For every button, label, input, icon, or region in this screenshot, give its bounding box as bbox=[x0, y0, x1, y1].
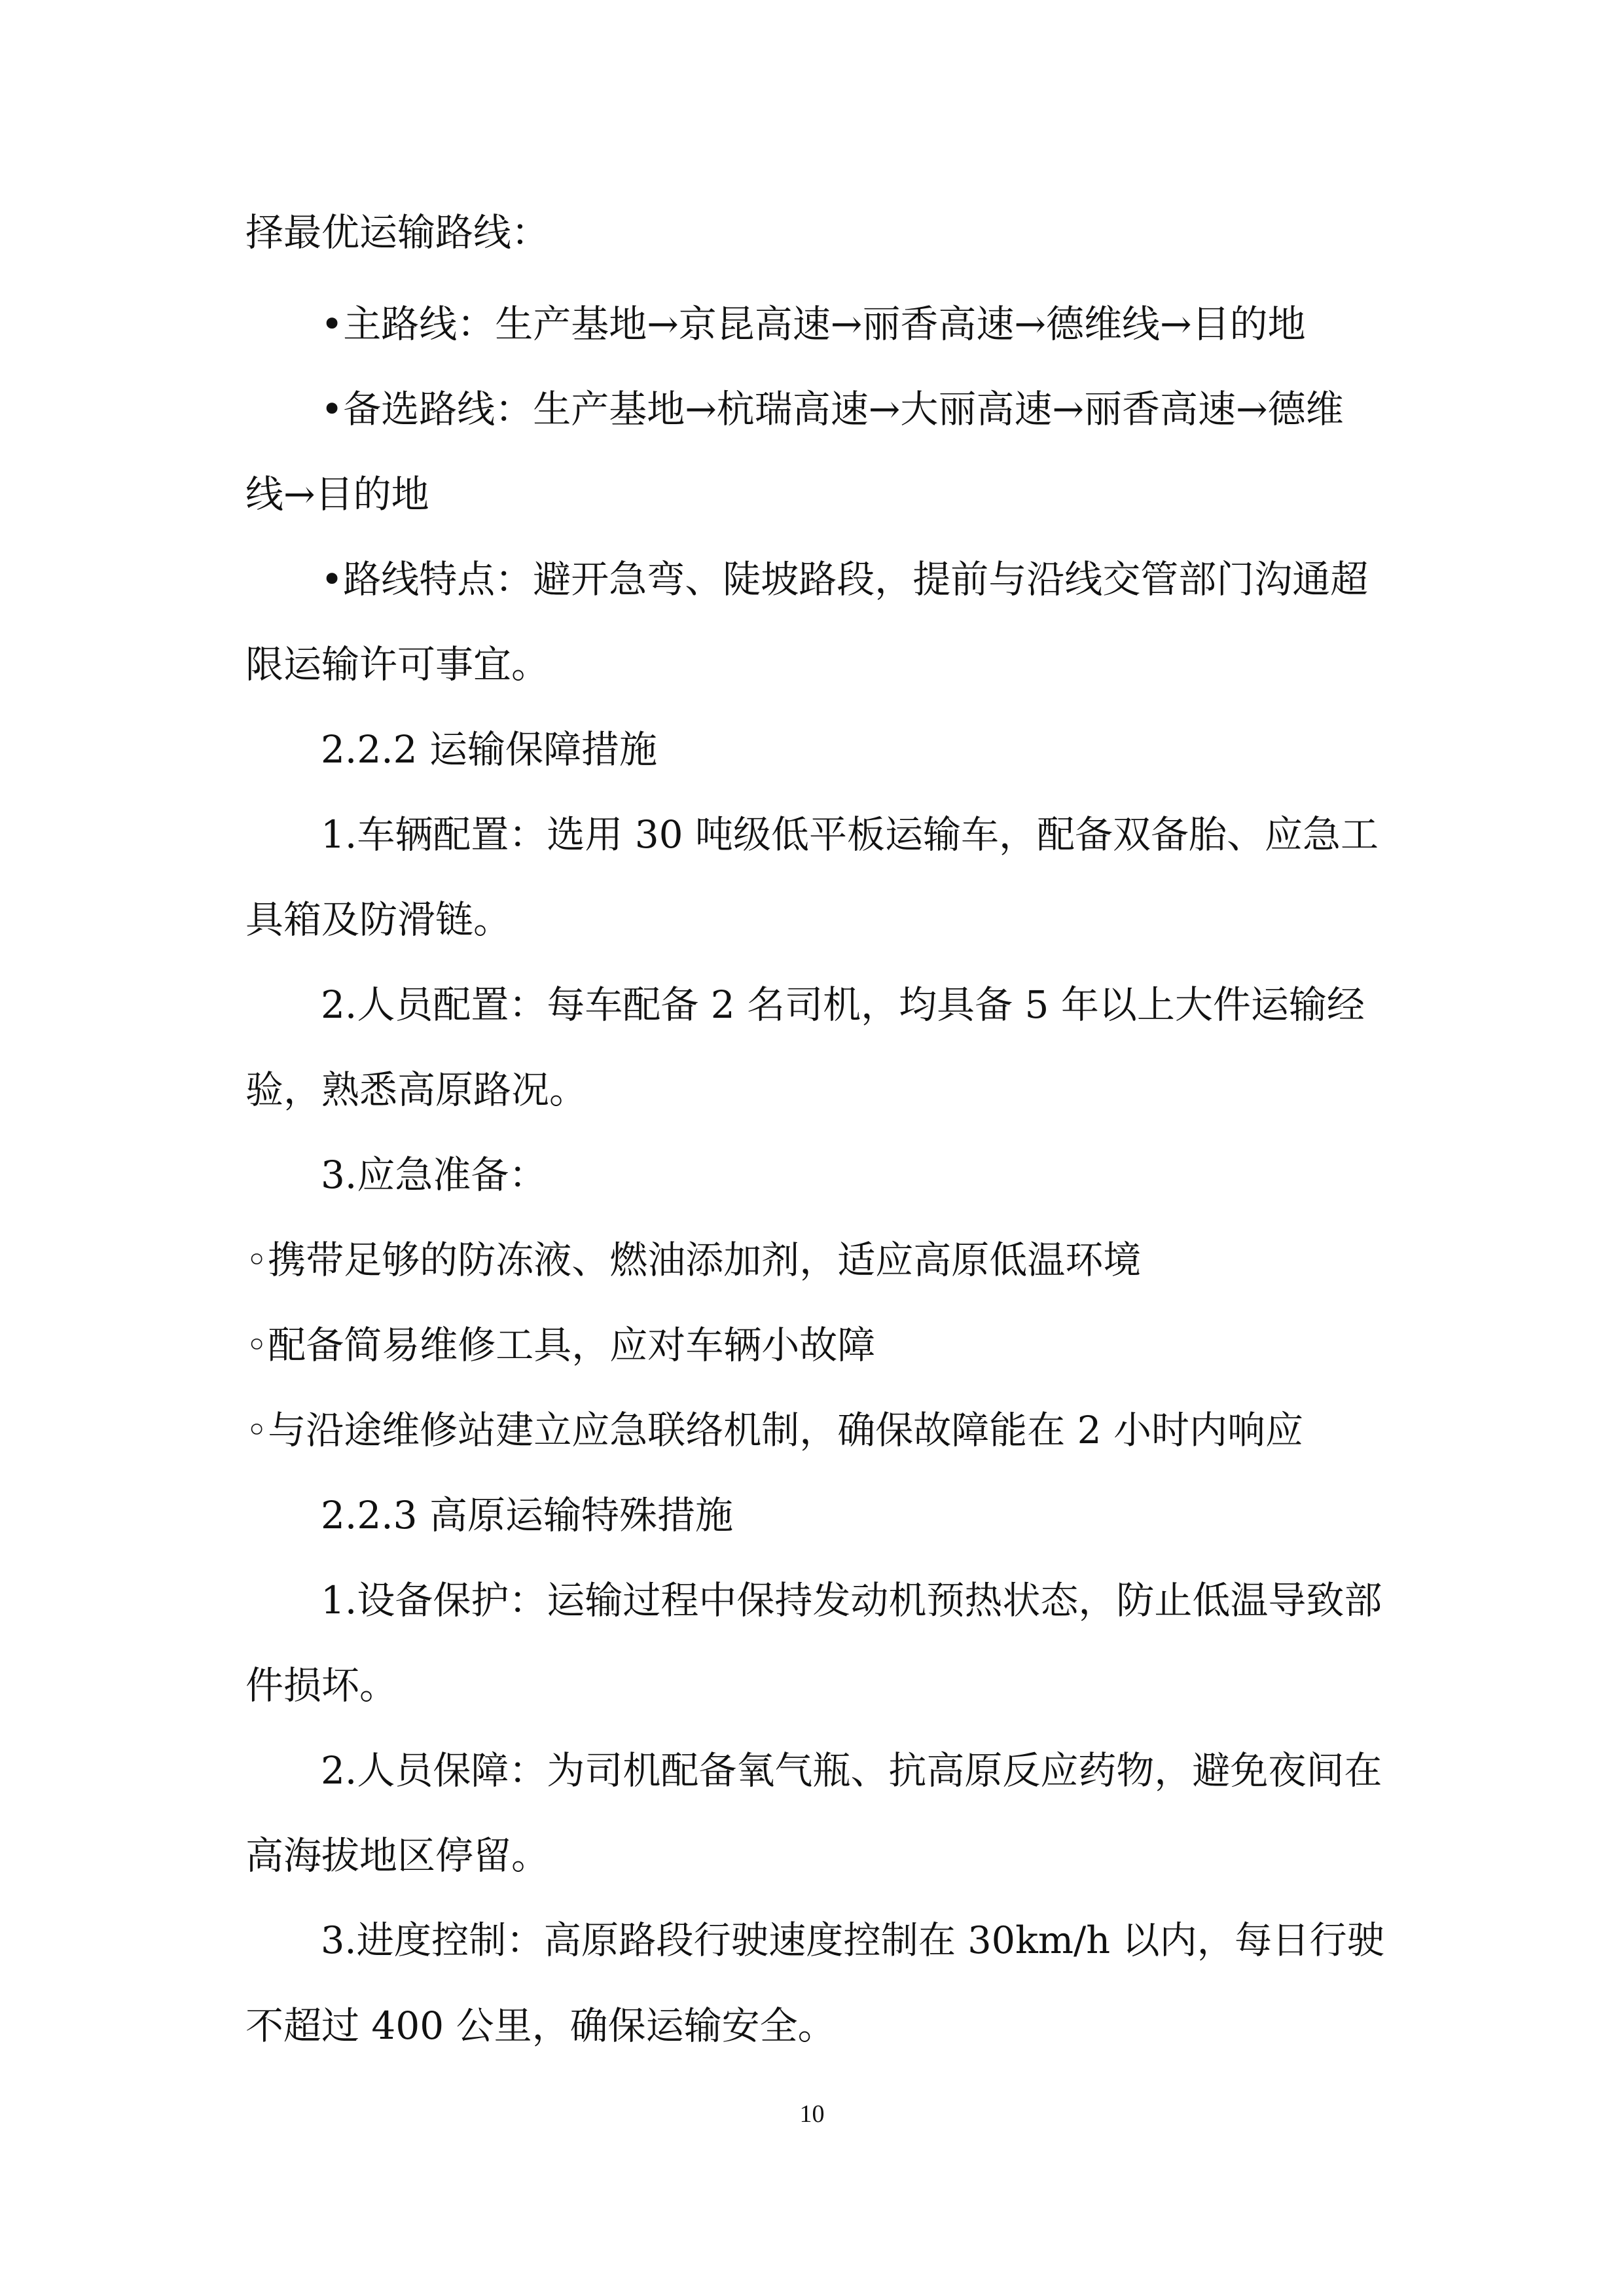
text-line: 高海拔地区停留。 bbox=[245, 1833, 550, 1878]
item-emergency-prep: 3.应急准备： bbox=[321, 1153, 547, 1197]
text-line: 线→目的地 bbox=[245, 472, 429, 516]
bullet-alt-route: •备选路线：生产基地→杭瑞高速→大丽高速→丽香高速→德维 bbox=[321, 387, 1344, 431]
bullet-route-features: •路线特点：避开急弯、陡坡路段，提前与沿线交管部门沟通超 bbox=[321, 557, 1369, 601]
item-vehicle-config: 1.车辆配置：选用 30 吨级低平板运输车，配备双备胎、应急工 bbox=[321, 812, 1379, 857]
text-line: 验，熟悉高原路况。 bbox=[245, 1067, 588, 1112]
section-heading-2-2-2: 2.2.2 运输保障措施 bbox=[321, 727, 658, 772]
section-heading-2-2-3: 2.2.3 高原运输特殊措施 bbox=[321, 1493, 734, 1537]
text-line: 择最优运输路线： bbox=[245, 210, 550, 255]
bullet-main-route: •主路线：生产基地→京昆高速→丽香高速→德维线→目的地 bbox=[321, 302, 1306, 346]
sub-bullet: ◦与沿途维修站建立应急联络机制，确保故障能在 2 小时内响应 bbox=[245, 1408, 1303, 1452]
text-line: 限运输许可事宜。 bbox=[245, 642, 550, 687]
item-staff-safeguard: 2.人员保障：为司机配备氧气瓶、抗高原反应药物，避免夜间在 bbox=[321, 1748, 1382, 1793]
text-line: 具箱及防滑链。 bbox=[245, 897, 512, 942]
item-staff-config: 2.人员配置：每车配备 2 名司机，均具备 5 年以上大件运输经 bbox=[321, 982, 1365, 1027]
text-line: 不超过 400 公里，确保运输安全。 bbox=[245, 2003, 836, 2048]
sub-bullet: ◦携带足够的防冻液、燃油添加剂，适应高原低温环境 bbox=[245, 1238, 1142, 1282]
text-line: 件损坏。 bbox=[245, 1663, 398, 1708]
item-progress-control: 3.进度控制：高原路段行驶速度控制在 30km/h 以内，每日行驶 bbox=[321, 1919, 1384, 1962]
page-number: 10 bbox=[799, 2100, 825, 2128]
sub-bullet: ◦配备简易维修工具，应对车辆小故障 bbox=[245, 1323, 876, 1367]
item-equipment-protection: 1.设备保护：运输过程中保持发动机预热状态，防止低温导致部 bbox=[321, 1578, 1382, 1623]
